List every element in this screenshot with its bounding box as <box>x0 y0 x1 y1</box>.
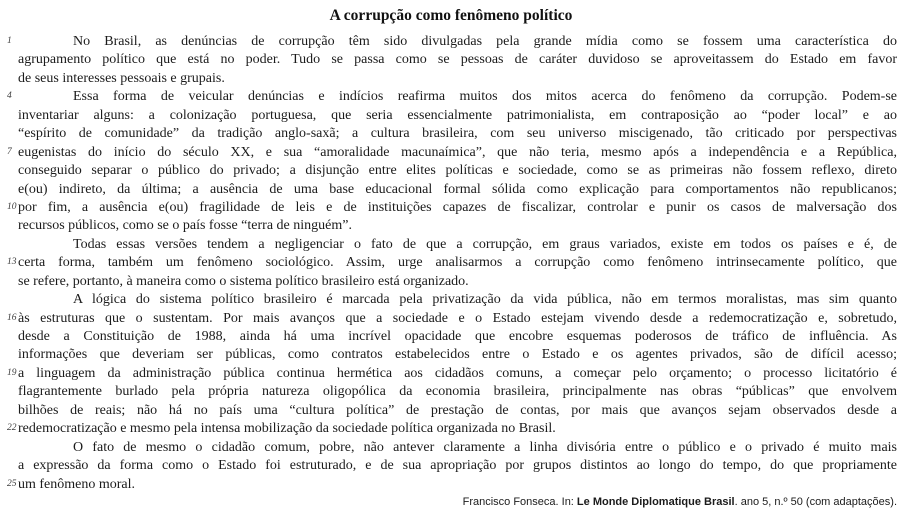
text-line <box>7 144 897 162</box>
text-lines <box>7 33 897 494</box>
line-text: flagrantemente burlado pela própria natureza oligopólica da economia brasileira, principalmente nas obras “públicas” que envolvem <box>18 384 897 400</box>
text-line <box>7 420 897 438</box>
line-text: inventariar alguns: a colonização portuguesa, que seria essencialmente patrimonialista, em contraposição ao “poder local” e ao <box>18 107 897 123</box>
line-text: “espírito de comunidade” da tradição anglo-saxã; a cultura brasileira, com seu universo miscigenado, tão criticado por perspectivas <box>18 126 897 142</box>
text-line <box>18 439 897 457</box>
line-text: redemocratização e mesmo pela intensa mobilização da sociedade política organizada no Brasil. <box>18 421 556 437</box>
text-line <box>7 199 897 217</box>
text-line <box>7 254 897 272</box>
text-line <box>18 273 897 291</box>
line-text: No Brasil, as denúncias de corrupção têm sido divulgadas pela grande mídia como se fossem uma característica do <box>73 34 897 49</box>
line-number: 25 <box>7 478 17 489</box>
text-line <box>18 125 897 143</box>
text-line <box>18 162 897 180</box>
citation <box>18 496 897 508</box>
line-text: conseguido separar o público do privado; a disjunção entre elites políticas e sociedade, como se as primeiras não fossem reflexo, direto <box>18 163 897 179</box>
line-text: a linguagem da administração pública continua hermética aos cidadãos comuns, a começar pelo orçamento; o processo licitatório é <box>18 365 897 381</box>
citation-source: Le Monde Diplomatique Brasil <box>576 496 735 508</box>
line-text: certa forma, também um fenômeno sociológico. Assim, urge analisarmos a corrupção como fenômeno intrinsecamente político, que <box>18 255 897 271</box>
line-number: 1 <box>7 36 12 46</box>
text-line <box>18 217 897 235</box>
line-text: por fim, a ausência e(ou) fragilidade de leis e de instituições capazes de fiscalizar, controlar e punir os casos de malversação dos <box>18 199 897 215</box>
line-number: 10 <box>7 201 17 212</box>
line-text: bilhões de reais; não há no país uma “cultura política” de prestação de contas, por mais que avanços sejam observados desde a <box>18 402 897 418</box>
text-line <box>18 291 897 309</box>
citation-prefix: Francisco Fonseca. In: <box>462 496 577 508</box>
text-line <box>18 328 897 346</box>
text-line <box>18 383 897 401</box>
text-line <box>7 88 897 106</box>
line-text: recursos públicos, como se o país fosse “terra de ninguém”. <box>18 218 352 234</box>
line-text: A lógica do sistema político brasileiro é marcada pela privatização da vida pública, não em termos moralistas, mas sim quanto <box>73 292 897 308</box>
line-text: Todas essas versões tendem a negligenciar o fato de que a corrupção, em graus variados, existe em todos os países e é, de <box>73 236 897 252</box>
line-text: a expressão da forma como o Estado foi estruturado, e de sua apropriação por grupos distintos ao longo do tempo, do que propriamente <box>18 458 897 474</box>
text-line <box>18 70 897 88</box>
text-line <box>18 51 897 69</box>
line-text: desde a Constituição de 1988, ainda há uma incrível opacidade que encobre esquemas poderosos de tráfico de influência. As <box>18 329 897 344</box>
text-line <box>18 402 897 420</box>
line-number: 13 <box>7 257 17 268</box>
line-text: agrupamento político que está no poder. Tudo se passa como se pessoas de caráter duvidoso se aproveitassem do Estado em favor <box>18 52 897 68</box>
line-number: 4 <box>7 91 12 102</box>
line-text: informações que deveriam ser públicas, como contratos estabelecidos entre o Estado e os agentes privados, são de difícil acesso; <box>18 347 897 363</box>
line-text: Essa forma de veicular denúncias e indícios reafirma muitos dos mitos acerca do fenômeno da corrupção. Podem-se <box>73 89 897 105</box>
text-line <box>18 107 897 125</box>
line-number: 22 <box>7 423 17 434</box>
text-line <box>18 181 897 199</box>
text-line <box>7 365 897 383</box>
line-text: um fenômeno moral. <box>18 476 136 492</box>
text-line <box>7 310 897 328</box>
line-text: às estruturas que o sustentam. Por mais avanços que a sociedade e o Estado estejam vivendo desde a redemocratização e, sobretudo, <box>18 310 897 326</box>
line-text: se refere, portanto, à maneira como o sistema político brasileiro está organizado. <box>18 273 469 289</box>
page-title: A corrupção como fenômeno político <box>329 7 573 24</box>
line-number: 19 <box>7 367 17 378</box>
citation-suffix: . ano 5, n.º 50 (com adaptações). <box>734 496 897 508</box>
text-line <box>18 346 897 364</box>
line-number: 7 <box>7 146 12 157</box>
line-text: O fato de mesmo o cidadão comum, pobre, não antever claramente a linha divisória entre o público e o privado é muito mais <box>73 439 897 455</box>
text-line <box>7 33 897 51</box>
line-text: e(ou) indireto, da última; a ausência de uma base educacional formal sólida como explicação para comportamentos não republicanos; <box>18 181 897 197</box>
text-line <box>18 236 897 254</box>
line-text: eugenistas do início do século XX, e sua “amoralidade macunaímica”, que não teria, mesmo após a independência e a República, <box>18 144 897 160</box>
line-number: 16 <box>7 312 17 323</box>
text-line <box>18 457 897 475</box>
text-line <box>7 476 897 494</box>
line-text: de seus interesses pessoais e grupais. <box>18 70 225 86</box>
